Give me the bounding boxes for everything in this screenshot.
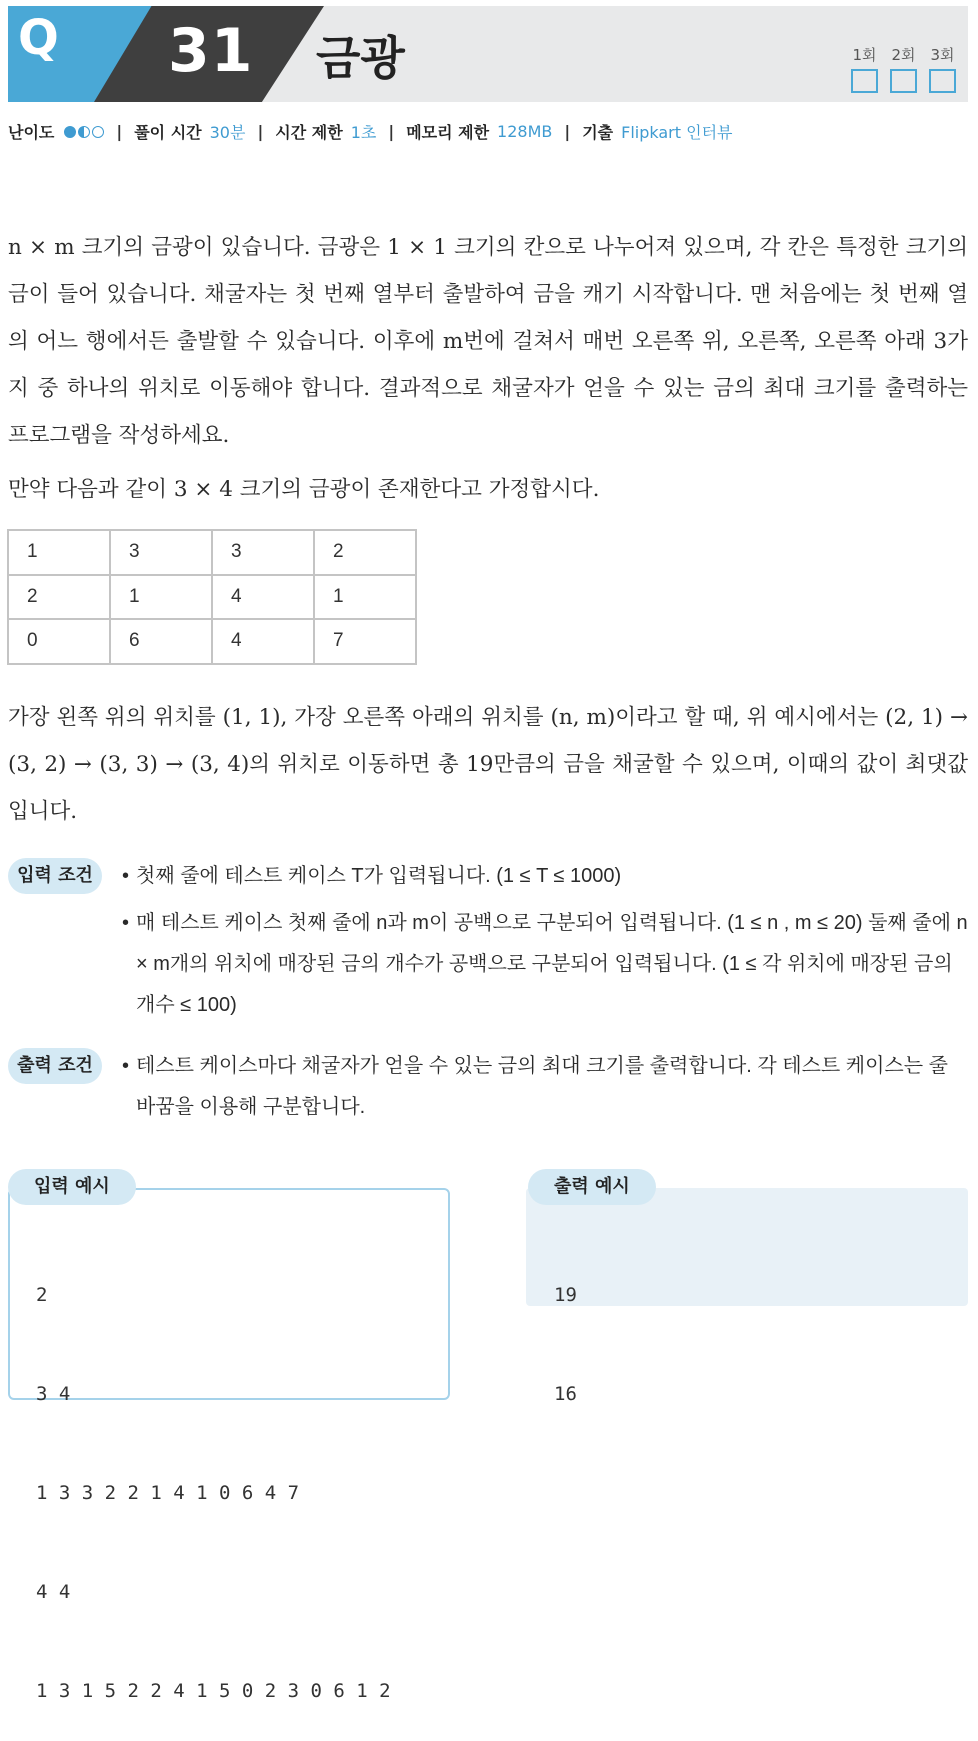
grid-cell: 1: [8, 530, 110, 575]
example-intro: 만약 다음과 같이 3 × 4 크기의 금광이 존재한다고 가정합시다.: [8, 477, 600, 502]
grid-cell: 2: [8, 575, 110, 620]
source-value: Flipkart 인터뷰: [621, 123, 733, 142]
attempt-checkbox[interactable]: [890, 69, 917, 93]
input-example-lines: [36, 1213, 391, 1741]
grid-cell: 7: [314, 619, 416, 664]
grid-cell: 3: [110, 530, 212, 575]
meta-divider: |: [116, 122, 123, 141]
attempt-checkbox[interactable]: [851, 69, 878, 93]
q-letter: Q: [18, 10, 59, 66]
input-example-label: 입력 예시: [8, 1169, 136, 1205]
difficulty-label: 난이도: [8, 123, 55, 142]
input-condition-text: 첫째 줄에 테스트 케이스 T가 입력됩니다. (1 ≤ T ≤ 1000): [136, 865, 622, 887]
grid-row: [8, 619, 416, 664]
input-example-line: 1 3 3 2 2 1 4 1 0 6 4 7: [36, 1482, 300, 1504]
problem-description: n × m 크기의 금광이 있습니다. 금광은 1 × 1 크기의 칸으로 나누어져 있으며, 각 칸은 특정한 크기의 금이 들어 있습니다. 채굴자는 첫 번째 열부터 출발하여 금을 캐기 시작합니다. 맨 처음에는 첫 번째 열의 어느 행에서든 출발할 수 있습니다. 이후에 m번에 걸쳐서 매번 오른쪽 위, 오른쪽, 오른쪽 아래 3가지 중 하나의 위치로 이동해야 합니다. 결과적으로 채굴자가 얻을 수 있는 금의 최대 크기를 출력하는 프로그램을 작성하세요.: [8, 235, 968, 448]
memory-limit-label: 메모리 제한: [406, 123, 490, 142]
time-value: 30분: [209, 123, 246, 142]
output-condition-text: 테스트 케이스마다 채굴자가 얻을 수 있는 금의 최대 크기를 출력합니다. 각 테스트 케이스는 줄 바꿈을 이용해 구분합니다.: [136, 1055, 948, 1118]
output-example-box: [526, 1188, 968, 1306]
attempt-label: 3회: [930, 46, 955, 64]
output-example-lines: [554, 1213, 577, 1444]
meta-divider: |: [564, 122, 571, 141]
grid-cell: 0: [8, 619, 110, 664]
grid-cell: 1: [110, 575, 212, 620]
grid-cell: 1: [314, 575, 416, 620]
output-condition-badge: 출력 조건: [8, 1048, 102, 1084]
output-condition-item: [122, 1046, 968, 1128]
grid-cell: 4: [212, 575, 314, 620]
attempt-1: [851, 44, 878, 93]
bullet-icon: •: [122, 1055, 130, 1077]
grid-cell: 4: [212, 619, 314, 664]
grid-cell: 2: [314, 530, 416, 575]
problem-title: 금광: [316, 31, 405, 85]
difficulty-dot-half-icon: [78, 126, 90, 138]
output-example-line: 16: [554, 1383, 577, 1405]
difficulty-indicator: [64, 126, 104, 138]
memory-limit-value: 128MB: [497, 122, 553, 141]
input-example-line: 4 4: [36, 1581, 71, 1603]
time-limit-label: 시간 제한: [275, 123, 343, 142]
time-limit-value: 1초: [350, 123, 377, 142]
time-label: 풀이 시간: [134, 123, 202, 142]
output-example-line: 19: [554, 1284, 577, 1306]
input-condition-item: [122, 903, 968, 1026]
attempt-label: 1회: [852, 46, 877, 64]
input-example-line: 3 4: [36, 1383, 71, 1405]
meta-divider: |: [257, 122, 264, 141]
meta-divider: |: [388, 122, 395, 141]
grid-cell: 6: [110, 619, 212, 664]
difficulty-dot-full-icon: [64, 126, 76, 138]
attempt-label: 2회: [891, 46, 916, 64]
problem-meta: [8, 120, 733, 143]
attempt-checkboxes: [851, 44, 956, 93]
output-example-label: 출력 예시: [528, 1169, 656, 1205]
attempt-checkbox[interactable]: [929, 69, 956, 93]
input-condition-text: 매 테스트 케이스 첫째 줄에 n과 m이 공백으로 구분되어 입력됩니다. (1 ≤ n , m ≤ 20) 둘째 줄에 n × m개의 위치에 매장된 금의 개수가 공백으로 구분되어 입력됩니다. (1 ≤ 각 위치에 매장된 금의 개수 ≤ 100): [136, 912, 968, 1016]
input-condition-badge: 입력 조건: [8, 858, 102, 894]
grid-cell: 3: [212, 530, 314, 575]
difficulty-dot-empty-icon: [92, 126, 104, 138]
grid-row: [8, 530, 416, 575]
attempt-3: [929, 44, 956, 93]
source-label: 기출: [582, 123, 614, 142]
attempt-2: [890, 44, 917, 93]
bullet-icon: •: [122, 912, 130, 934]
input-condition-item: [122, 856, 968, 897]
example-explanation: 가장 왼쪽 위의 위치를 (1, 1), 가장 오른쪽 아래의 위치를 (n, m)이라고 할 때, 위 예시에서는 (2, 1) → (3, 2) → (3, 3) → (3, 4)의 위치로 이동하면 총 19만큼의 금을 채굴할 수 있으며, 이때의 값이 최댓값입니다.: [8, 705, 968, 824]
input-example-line: 1 3 1 5 2 2 4 1 5 0 2 3 0 6 1 2: [36, 1680, 391, 1702]
problem-number: 31: [168, 16, 254, 86]
grid-row: [8, 575, 416, 620]
bullet-icon: •: [122, 865, 130, 887]
input-example-line: 2: [36, 1284, 48, 1306]
problem-header: [8, 6, 968, 102]
gold-mine-grid: [7, 529, 417, 665]
